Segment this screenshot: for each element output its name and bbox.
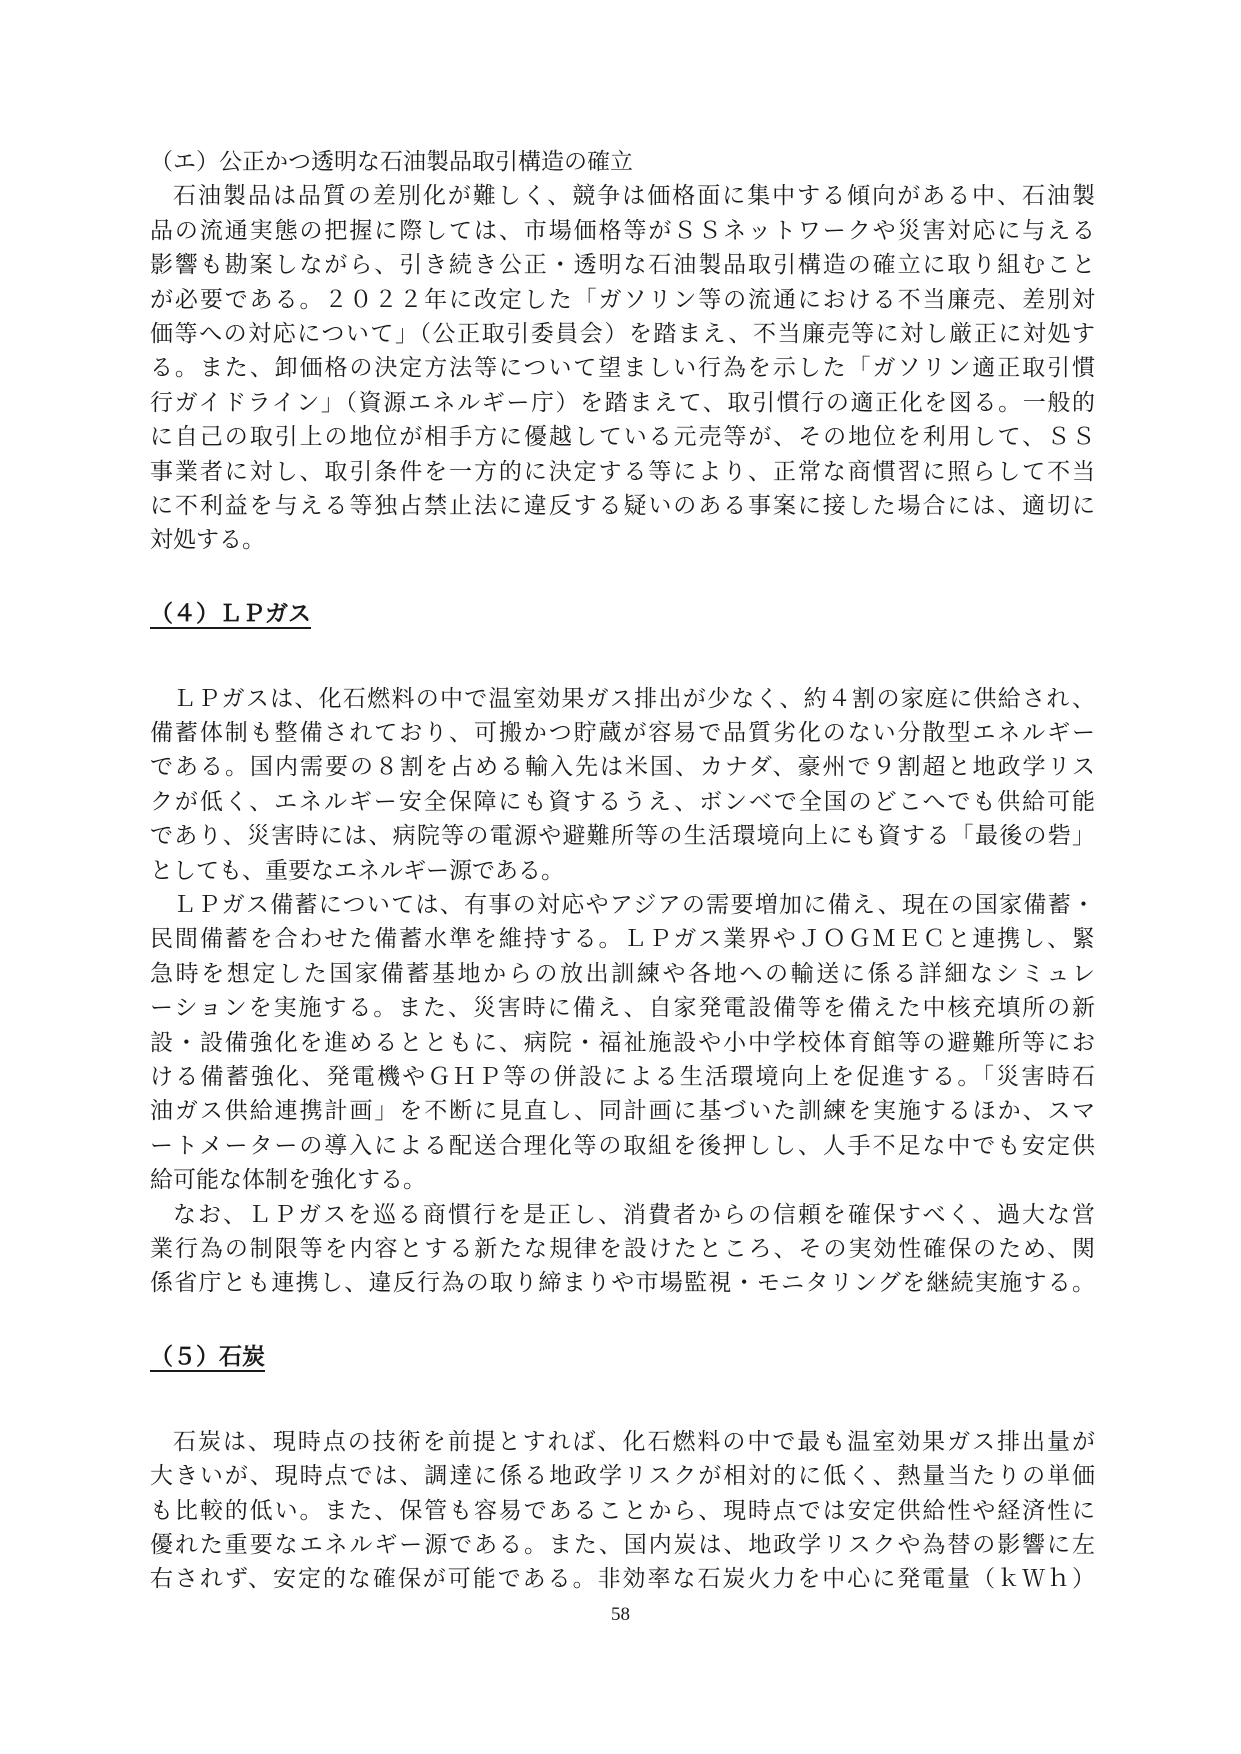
text-line: なお、ＬＰガスを巡る商慣行を是正し、消費者からの信頼を確保すべく、過大な営 bbox=[173, 1201, 1095, 1228]
text-line: である。国内需要の８割を占める輸入先は米国、カナダ、豪州で９割超と地政学リス bbox=[150, 754, 1095, 781]
paragraph-lp-gas-overview bbox=[150, 682, 1095, 888]
subsection-heading-e: （エ）公正かつ透明な石油製品取引構造の確立 bbox=[150, 149, 633, 175]
text-line: 油ガス供給連携計画」を不断に見直し、同計画に基づいた訓練を実施するほか、スマ bbox=[150, 1098, 1095, 1125]
text-line: 影響も勘案しながら、引き続き公正・透明な石油製品取引構造の確立に取り組むこと bbox=[150, 252, 1096, 279]
text-line: 急時を想定した国家備蓄基地からの放出訓練や各地への輸送に係る詳細なシミュレ bbox=[150, 960, 1095, 987]
text-line: 業行為の制限等を内容とする新たな規律を設けたところ、その実効性確保のため、関 bbox=[150, 1235, 1095, 1262]
section-heading-lp-gas: （４）ＬＰガス bbox=[150, 599, 311, 627]
text-line: ーションを実施する。また、災害時に備え、自家発電設備等を備えた中核充填所の新 bbox=[150, 995, 1095, 1022]
text-line: 対処する。 bbox=[150, 527, 265, 554]
text-line: 大きいが、現時点では、調達に係る地政学リスクが相対的に低く、熱量当たりの単価 bbox=[150, 1463, 1095, 1490]
text-line: も比較的低い。また、保管も容易であることから、現時点では安定供給性や経済性に bbox=[150, 1497, 1095, 1524]
text-line: であり、災害時には、病院等の電源や避難所等の生活環境向上にも資する「最後の砦」 bbox=[150, 823, 1095, 850]
text-line: 優れた重要なエネルギー源である。また、国内炭は、地政学リスクや為替の影響に左 bbox=[150, 1531, 1095, 1558]
text-line: 係省庁とも連携し、違反行為の取り締まりや市場監視・モニタリングを継続実施する。 bbox=[150, 1270, 1095, 1297]
text-line: 設・設備強化を進めるとともに、病院・福祉施設や小中学校体育館等の避難所等にお bbox=[150, 1029, 1095, 1056]
text-line: に不利益を与える等独占禁止法に違反する疑いのある事案に接した場合には、適切に bbox=[150, 492, 1095, 519]
paragraph-coal bbox=[150, 1425, 1095, 1597]
text-line: 事業者に対し、取引条件を一方的に決定する等により、正常な商慣習に照らして不当 bbox=[150, 458, 1095, 485]
text-line: 価等への対応について」（公正取引委員会）を踏まえ、不当廉売等に対し厳正に対処す bbox=[150, 320, 1095, 347]
text-line: ける備蓄強化、発電機やＧＨＰ等の併設による生活環境向上を促進する。「災害時石 bbox=[150, 1063, 1096, 1090]
text-line: 石炭は、現時点の技術を前提とすれば、化石燃料の中で最も温室効果ガス排出量が bbox=[173, 1428, 1096, 1455]
paragraph-lp-gas-practices bbox=[150, 1198, 1095, 1301]
text-line: ＬＰガスは、化石燃料の中で温室効果ガス排出が少なく、約４割の家庭に供給され、 bbox=[173, 685, 1095, 712]
text-line: 品の流通実態の把握に際しては、市場価格等がＳＳネットワークや災害対応に与える bbox=[150, 217, 1096, 244]
text-line: クが低く、エネルギー安全保障にも資するうえ、ボンベで全国のどこへでも供給可能 bbox=[150, 788, 1095, 815]
page-number: 58 bbox=[611, 1604, 630, 1625]
text-line: る。また、卸価格の決定方法等について望ましい行為を示した「ガソリン適正取引慣 bbox=[150, 355, 1095, 382]
paragraph-lp-gas-stockpile bbox=[150, 888, 1095, 1198]
text-line: 民間備蓄を合わせた備蓄水準を維持する。ＬＰガス業界やＪＯＧＭＥＣと連携し、緊 bbox=[150, 926, 1095, 953]
text-line: 備蓄体制も整備されており、可搬かつ貯蔵が容易で品質劣化のない分散型エネルギー bbox=[150, 720, 1095, 747]
document-body bbox=[150, 145, 1095, 1597]
paragraph-fair-trade bbox=[150, 179, 1095, 557]
text-line: が必要である。２０２２年に改定した「ガソリン等の流通における不当廉売、差別対 bbox=[150, 286, 1095, 313]
text-line: 行ガイドライン」（資源エネルギー庁）を踏まえて、取引慣行の適正化を図る。一般的 bbox=[150, 389, 1095, 416]
text-line: 右されず、安定的な確保が可能である。非効率な石炭火力を中心に発電量（ｋＷｈ） bbox=[150, 1566, 1095, 1593]
section-heading-coal: （５）石炭 bbox=[150, 1342, 265, 1370]
text-line: ＬＰガス備蓄については、有事の対応やアジアの需要増加に備え、現在の国家備蓄・ bbox=[173, 892, 1095, 919]
text-line: 石油製品は品質の差別化が難しく、競争は価格面に集中する傾向がある中、石油製 bbox=[173, 183, 1095, 210]
text-line: としても、重要なエネルギー源である。 bbox=[150, 857, 564, 884]
text-line: ートメーターの導入による配送合理化等の取組を後押しし、人手不足な中でも安定供 bbox=[150, 1132, 1095, 1159]
text-line: に自己の取引上の地位が相手方に優越している元売等が、その地位を利用して、ＳＳ bbox=[150, 424, 1095, 451]
text-line: 給可能な体制を強化する。 bbox=[150, 1167, 426, 1194]
